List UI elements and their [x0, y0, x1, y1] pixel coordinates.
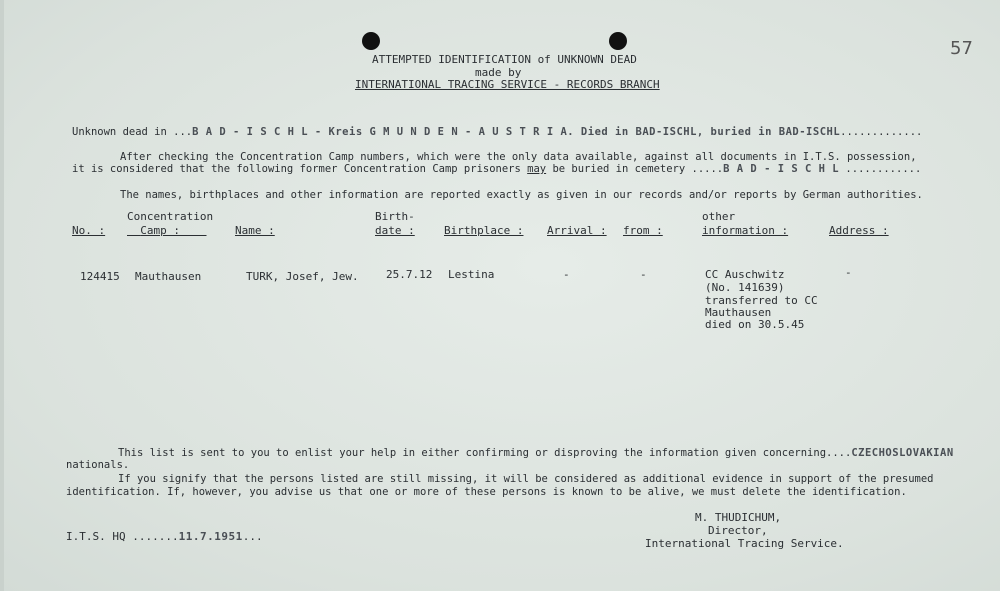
header-birthdate-2: date : — [375, 224, 415, 237]
header-made-by: made by — [475, 66, 522, 79]
para1-may: may — [527, 163, 547, 175]
cell-arrival: - — [563, 268, 570, 281]
para1-text-c: be buried in cemetery ..... — [546, 163, 724, 175]
cell-birthplace: Lestina — [448, 268, 495, 281]
header-birthplace: Birthplace : — [444, 224, 524, 237]
para1-line2 — [72, 163, 921, 175]
para2: The names, birthplaces and other information are reported exactly as given in our records and/or reports by German authorities. — [120, 189, 923, 201]
footer-sent-text: This list is sent to you to enlist your help in either confirming or disproving the information given concerning.... — [118, 447, 852, 459]
signature-title: Director, — [708, 524, 768, 537]
header-other-2: information : — [702, 224, 789, 237]
punch-hole-left — [362, 32, 380, 50]
cell-camp: Mauthausen — [135, 270, 202, 283]
header-from: from : — [623, 224, 663, 237]
header-no: No. : — [72, 224, 106, 237]
unknown-dead-value: B A D - I S C H L - Kreis G M U N D E N - A U S T R I A. Died in BAD-ISCHL, buried in BAD-ISCHL — [192, 126, 841, 138]
cell-name: TURK, Josef, Jew. — [246, 270, 359, 283]
cell-other-4: Mauthausen — [705, 306, 772, 319]
hq-date: 11.7.1951 — [178, 530, 243, 543]
header-camp-1: Concentration — [127, 210, 214, 223]
header-birthdate-1: Birth- — [375, 210, 415, 223]
cell-other-1: CC Auschwitz — [705, 268, 785, 281]
footer-missing-1: If you signify that the persons listed are still missing, it will be considered as additional evidence in support of the presumed — [118, 473, 934, 485]
header-camp-2: Camp : — [140, 224, 180, 237]
nationality-stamp: CZECHOSLOVAKIAN — [851, 447, 954, 459]
cell-other-3: transferred to CC — [705, 294, 818, 307]
signature-name: M. THUDICHUM, — [695, 511, 782, 524]
para1-line1: After checking the Concentration Camp numbers, which were the only data available, against all documents in I.T.S. possession, — [120, 151, 917, 163]
para1-trail: ............ — [839, 163, 922, 175]
page-number: 57 — [950, 38, 973, 59]
page-edge — [0, 0, 4, 591]
cell-no: 124415 — [80, 270, 120, 283]
footer-nationals: nationals. — [66, 459, 130, 471]
unknown-dead-line — [72, 126, 922, 138]
cemetery-name: B A D - I S C H L — [723, 163, 840, 175]
header-title: ATTEMPTED IDENTIFICATION of UNKNOWN DEAD — [372, 53, 637, 66]
hq-trail: ... — [242, 530, 263, 543]
footer-missing-2: identification. If, however, you advise us that one or more of these persons is known to be alive, we must delete the identification. — [66, 486, 907, 498]
cell-other-5: died on 30.5.45 — [705, 318, 805, 331]
cell-from: - — [640, 268, 647, 281]
cell-other-2: (No. 141639) — [705, 281, 785, 294]
unknown-dead-label: Unknown dead in ... — [72, 126, 193, 138]
para1-text-a: it is considered that the following former Concentration Camp prisoners — [72, 163, 528, 175]
hq-line — [66, 530, 263, 543]
header-other-1: other — [702, 210, 736, 223]
header-address: Address : — [829, 224, 889, 237]
hq-label: I.T.S. HQ ....... — [66, 530, 179, 543]
header-org: INTERNATIONAL TRACING SERVICE - RECORDS BRANCH — [355, 78, 660, 91]
cell-address: - — [845, 266, 852, 279]
header-name: Name : — [235, 224, 275, 237]
unknown-dead-trail: ............. — [840, 126, 923, 138]
punch-hole-right — [609, 32, 627, 50]
footer-sent-line — [118, 447, 954, 459]
cell-birthdate: 25.7.12 — [386, 268, 433, 281]
header-arrival: Arrival : — [547, 224, 607, 237]
signature-org: International Tracing Service. — [645, 537, 844, 550]
